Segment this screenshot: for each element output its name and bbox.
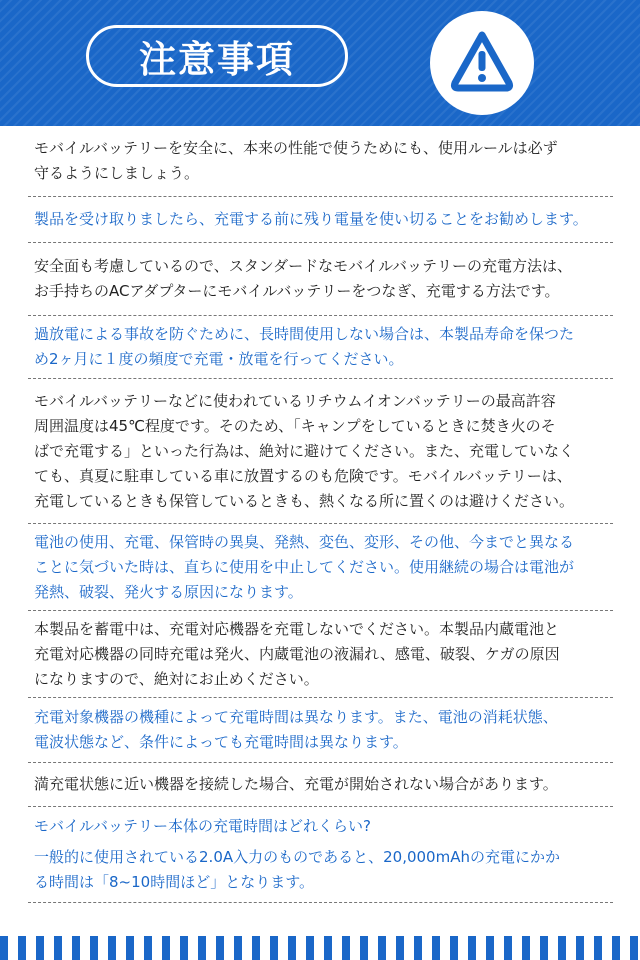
notice-line: モバイルバッテリーなどに使われているリチウムイオンバッテリーの最高許容 (34, 391, 556, 410)
notice-charging-time-varies (28, 698, 613, 763)
notice-line: 本製品を蓄電中は、充電対応機器を充電しないでください。本製品内蔵電池と (34, 619, 560, 638)
notice-line: 安全面も考慮しているので、スタンダードなモバイルバッテリーの充電方法は、 (34, 257, 573, 275)
notice-line: 製品を受け取りましたら、充電する前に残り電量を使い切ることをお勧めします。 (34, 210, 588, 228)
notice-line: お手持ちのACアダプターにモバイルバッテリーをつなぎ、充電する方法です。 (34, 282, 560, 300)
page-title: 注意事項 (139, 38, 295, 81)
notice-line: になりますので、絶対にお止めください。 (34, 669, 319, 688)
notice-list (28, 126, 613, 903)
faq-question: モバイルバッテリー本体の充電時間はどれくらい? (34, 817, 371, 835)
notice-charging-method (28, 243, 613, 316)
title-pill (86, 25, 348, 87)
notice-line: ばで充電する」といった行為は、絶対に避けてください。また、充電していなく (34, 441, 575, 460)
notice-line: モバイルバッテリーを安全に、本来の性能で使うためにも、使用ルールは必ず (34, 139, 558, 157)
notice-charging-time-faq (28, 807, 613, 903)
notice-line: め2ヶ月に１度の頻度で充電・放電を行ってください。 (34, 350, 404, 368)
notice-line: 過放電による事故を防ぐために、長時間使用しない場合は、本製品寿命を保つた (34, 325, 575, 343)
notice-full-charge (28, 763, 613, 807)
notice-line: 一般的に使用されている2.0A入力のものであると、20,000mAhの充電にかか (34, 848, 560, 866)
notice-line: 充電対応機器の同時充電は発火、内蔵電池の液漏れ、感電、破裂、ケガの原因 (34, 644, 560, 663)
notice-line: 満充電状態に近い機器を接続した場合、充電が開始されない場合があります。 (34, 775, 558, 793)
notice-line: ことに気づいた時は、直ちに使用を中止してください。使用継続の場合は電池が (34, 557, 575, 576)
notice-line: 周囲温度は45℃程度です。そのため、「キャンプをしているときに焚き火のそ (34, 416, 556, 435)
notice-abnormality (28, 524, 613, 611)
notice-usage-rules (28, 126, 613, 197)
notice-line: 充電しているときも保管しているときも、熱くなる所に置くのは避けください。 (34, 491, 575, 510)
notice-simultaneous-charging (28, 611, 613, 698)
notice-line: 守るようにしましょう。 (34, 164, 200, 182)
notice-line: る時間は「8~10時間ほど」となります。 (34, 873, 315, 891)
footer-stripe (0, 936, 640, 960)
notice-line: 電池の使用、充電、保管時の異臭、発熱、変色、変形、その他、今までと異なる (34, 532, 575, 551)
header-banner (0, 0, 640, 126)
notice-line: 発熱、破裂、発火する原因になります。 (34, 582, 303, 601)
notice-over-discharge (28, 316, 613, 379)
warning-icon (430, 11, 534, 115)
notice-line: ても、真夏に駐車している車に放置するのも危険です。モバイルバッテリーは、 (34, 466, 572, 485)
notice-line: 充電対象機器の機種によって充電時間は異なります。また、電池の消耗状態、 (34, 708, 558, 726)
notice-temperature (28, 379, 613, 524)
warning-badge (430, 11, 534, 115)
notice-line: 電波状態など、条件によっても充電時間は異なります。 (34, 733, 408, 751)
notice-first-use (28, 197, 613, 243)
